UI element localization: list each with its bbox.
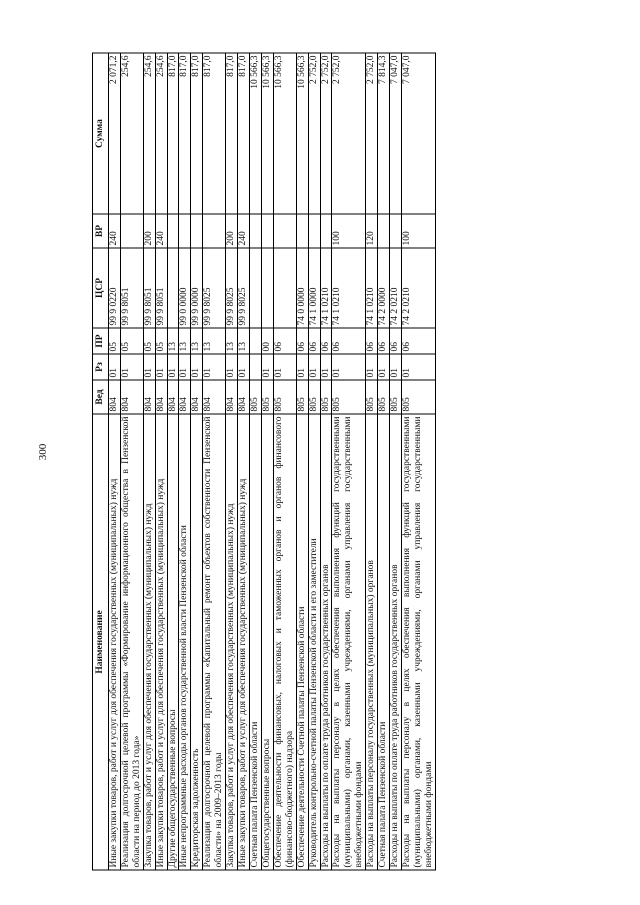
cell-amount: 10 566,3 — [273, 53, 296, 214]
cell-target-item — [261, 248, 273, 328]
cell-target-item: 99 9 8051 — [155, 248, 167, 328]
cell-target-item: 99 9 8051 — [120, 248, 143, 328]
cell-name: Руководитель контрольно-счетной палаты Пензенской области и его заместители — [308, 414, 320, 870]
cell-expense-type — [261, 214, 273, 248]
cell-dept: 804 — [108, 380, 120, 414]
table-body — [108, 53, 435, 870]
cell-amount: 817,0 — [179, 53, 191, 214]
cell-subsection: 06 — [296, 328, 308, 354]
cell-section: 01 — [238, 354, 250, 380]
cell-subsection: 06 — [366, 328, 378, 354]
page-number: 300 — [37, 443, 49, 461]
cell-section: 01 — [273, 354, 296, 380]
cell-section: 01 — [320, 354, 332, 380]
cell-expense-type — [203, 214, 226, 248]
cell-subsection: 06 — [332, 328, 366, 354]
cell-expense-type: 100 — [401, 214, 435, 248]
cell-amount: 254,6 — [143, 53, 155, 214]
cell-subsection: 05 — [120, 328, 143, 354]
cell-name: Счетная палата Пензенской области — [249, 414, 261, 870]
cell-dept: 804 — [155, 380, 167, 414]
cell-subsection: 00 — [261, 328, 273, 354]
cell-amount: 2 752,0 — [320, 53, 332, 214]
cell-amount: 254,6 — [120, 53, 143, 214]
cell-amount: 10 566,3 — [261, 53, 273, 214]
cell-target-item: 74 1 0210 — [366, 248, 378, 328]
table-row — [108, 53, 120, 870]
cell-section: 01 — [261, 354, 273, 380]
cell-amount: 2 071,2 — [108, 53, 120, 214]
cell-section: 01 — [308, 354, 320, 380]
cell-target-item — [273, 248, 296, 328]
cell-target-item — [249, 248, 261, 328]
cell-name: Расходы на выплаты персоналу государственных (муниципальных) органов — [366, 414, 378, 870]
cell-section: 01 — [120, 354, 143, 380]
cell-name: Счетная палата Пензенской области — [378, 414, 390, 870]
cell-name: Общегосударственные вопросы — [261, 414, 273, 870]
cell-expense-type — [308, 214, 320, 248]
table-row — [296, 53, 308, 870]
cell-expense-type — [179, 214, 191, 248]
cell-amount: 10 566,3 — [249, 53, 261, 214]
cell-dept: 804 — [226, 380, 238, 414]
cell-expense-type: 100 — [332, 214, 366, 248]
cell-name: Расходы на выплаты персоналу в целях обеспечения выполнения функций государственными (муниципальными) органами, казенными учреждениями, органами управления государственными внебюджетными фондами — [401, 414, 435, 870]
cell-amount: 817,0 — [191, 53, 203, 214]
cell-target-item: 99 9 0220 — [108, 248, 120, 328]
cell-expense-type: 120 — [366, 214, 378, 248]
cell-target-item: 74 1 0210 — [320, 248, 332, 328]
header-amount: Сумма — [93, 53, 109, 214]
cell-subsection: 13 — [179, 328, 191, 354]
cell-dept: 805 — [390, 380, 402, 414]
table-header-row — [93, 53, 109, 870]
cell-dept: 805 — [261, 380, 273, 414]
cell-amount: 7 047,0 — [401, 53, 435, 214]
cell-name: Иные непрограммные расходы органов государственной власти Пензенской области — [179, 414, 191, 870]
cell-target-item: 74 1 0000 — [308, 248, 320, 328]
cell-dept: 805 — [296, 380, 308, 414]
cell-target-item: 99 9 0000 — [191, 248, 203, 328]
cell-dept: 805 — [366, 380, 378, 414]
cell-amount: 254,6 — [155, 53, 167, 214]
cell-subsection: 05 — [155, 328, 167, 354]
cell-name: Кредиторская задолженность — [191, 414, 203, 870]
cell-name: Реализация долгосрочной целевой программы «Формирование информационного общества в Пензенской области на период до 2013 года» — [120, 414, 143, 870]
cell-section: 01 — [155, 354, 167, 380]
table-row — [226, 53, 238, 870]
header-expense-type: ВР — [93, 214, 109, 248]
cell-name: Другие общегосударственные вопросы — [167, 414, 179, 870]
cell-subsection: 13 — [191, 328, 203, 354]
table-row — [366, 53, 378, 870]
header-section: Рз — [93, 354, 109, 380]
table-row — [401, 53, 435, 870]
cell-dept: 804 — [191, 380, 203, 414]
cell-name: Расходы на выплаты по оплате труда работников государственных органов — [390, 414, 402, 870]
cell-expense-type: 240 — [238, 214, 250, 248]
cell-subsection: 06 — [390, 328, 402, 354]
table-row — [191, 53, 203, 870]
cell-section: 01 — [332, 354, 366, 380]
table-row — [308, 53, 320, 870]
cell-expense-type — [320, 214, 332, 248]
budget-table — [92, 53, 436, 871]
cell-expense-type — [191, 214, 203, 248]
cell-dept: 805 — [308, 380, 320, 414]
cell-section: 01 — [203, 354, 226, 380]
cell-name: Обеспечение деятельности Счетной палаты Пензенской области — [296, 414, 308, 870]
cell-amount: 817,0 — [203, 53, 226, 214]
table-row — [167, 53, 179, 870]
header-dept: Вед — [93, 380, 109, 414]
cell-dept: 805 — [401, 380, 435, 414]
cell-name: Закупка товаров, работ и услуг для обеспечения государственных (муниципальных) нужд — [226, 414, 238, 870]
cell-dept: 805 — [249, 380, 261, 414]
cell-amount: 7 814,3 — [378, 53, 390, 214]
cell-section: 01 — [226, 354, 238, 380]
cell-target-item: 99 9 8025 — [203, 248, 226, 328]
cell-subsection: 05 — [108, 328, 120, 354]
cell-dept: 805 — [378, 380, 390, 414]
cell-amount: 817,0 — [167, 53, 179, 214]
cell-section: 01 — [191, 354, 203, 380]
header-name: Наименование — [93, 414, 109, 870]
cell-expense-type — [390, 214, 402, 248]
cell-target-item: 99 9 8025 — [226, 248, 238, 328]
cell-dept: 805 — [273, 380, 296, 414]
cell-dept: 805 — [332, 380, 366, 414]
cell-amount: 2 752,0 — [332, 53, 366, 214]
cell-expense-type: 240 — [155, 214, 167, 248]
cell-name: Расходы на выплаты по оплате труда работников государственных органов — [320, 414, 332, 870]
cell-target-item — [167, 248, 179, 328]
cell-amount: 7 047,0 — [390, 53, 402, 214]
cell-amount: 817,0 — [226, 53, 238, 214]
table-row — [249, 53, 261, 870]
table-row — [238, 53, 250, 870]
cell-amount: 817,0 — [238, 53, 250, 214]
cell-expense-type: 200 — [143, 214, 155, 248]
table-row — [332, 53, 366, 870]
cell-subsection: 06 — [273, 328, 296, 354]
cell-subsection: 13 — [167, 328, 179, 354]
cell-name: Расходы на выплаты персоналу в целях обеспечения выполнения функций государственными (муниципальными) органами, казенными учреждениями, органами управления государственными внебюджетными фондами — [332, 414, 366, 870]
cell-target-item: 74 1 0210 — [332, 248, 366, 328]
rotated-page-content — [92, 54, 548, 871]
cell-subsection: 13 — [238, 328, 250, 354]
cell-subsection: 05 — [143, 328, 155, 354]
cell-dept: 804 — [238, 380, 250, 414]
table-row — [179, 53, 191, 870]
cell-expense-type: 240 — [108, 214, 120, 248]
cell-section: 01 — [378, 354, 390, 380]
table-row — [273, 53, 296, 870]
cell-section: 01 — [143, 354, 155, 380]
cell-expense-type — [120, 214, 143, 248]
table-row — [261, 53, 273, 870]
table-row — [203, 53, 226, 870]
cell-name: Реализация долгосрочной целевой программы «Капитальный ремонт объектов собственности Пензенской области» на 2009–2013 годы — [203, 414, 226, 870]
cell-name: Закупка товаров, работ и услуг для обеспечения государственных (муниципальных) нужд — [143, 414, 155, 870]
header-subsection: ПР — [93, 328, 109, 354]
cell-expense-type — [296, 214, 308, 248]
cell-target-item: 99 9 8025 — [238, 248, 250, 328]
cell-expense-type — [249, 214, 261, 248]
table-row — [320, 53, 332, 870]
cell-amount: 10 566,3 — [296, 53, 308, 214]
cell-target-item: 99 9 8051 — [143, 248, 155, 328]
cell-target-item: 74 2 0210 — [401, 248, 435, 328]
cell-section: 01 — [390, 354, 402, 380]
cell-section — [249, 354, 261, 380]
cell-expense-type — [167, 214, 179, 248]
cell-dept: 804 — [167, 380, 179, 414]
cell-expense-type: 200 — [226, 214, 238, 248]
cell-subsection — [249, 328, 261, 354]
table-row — [143, 53, 155, 870]
cell-section: 01 — [108, 354, 120, 380]
cell-subsection: 06 — [378, 328, 390, 354]
cell-name: Обеспечение деятельности финансовых, налоговых и таможенных органов и органов финансового (финансово-бюджетного) надзора — [273, 414, 296, 870]
cell-dept: 805 — [320, 380, 332, 414]
cell-section: 01 — [167, 354, 179, 380]
cell-expense-type — [378, 214, 390, 248]
cell-amount: 2 752,0 — [366, 53, 378, 214]
cell-subsection: 06 — [401, 328, 435, 354]
cell-subsection: 06 — [320, 328, 332, 354]
cell-target-item: 99 0 0000 — [179, 248, 191, 328]
cell-name: Иные закупки товаров, работ и услуг для обеспечения государственных (муниципальных) нужд — [108, 414, 120, 870]
cell-section: 01 — [179, 354, 191, 380]
cell-subsection: 06 — [308, 328, 320, 354]
cell-target-item: 74 2 0210 — [390, 248, 402, 328]
cell-section: 01 — [401, 354, 435, 380]
cell-section: 01 — [296, 354, 308, 380]
cell-amount: 2 752,0 — [308, 53, 320, 214]
cell-target-item: 74 2 0000 — [378, 248, 390, 328]
table-row — [155, 53, 167, 870]
cell-name: Иные закупки товаров, работ и услуг для обеспечения государственных (муниципальных) нужд — [155, 414, 167, 870]
header-target-item: ЦСР — [93, 248, 109, 328]
cell-name: Иные закупки товаров, работ и услуг для обеспечения государственных (муниципальных) нужд — [238, 414, 250, 870]
cell-dept: 804 — [179, 380, 191, 414]
cell-dept: 804 — [203, 380, 226, 414]
cell-subsection: 13 — [203, 328, 226, 354]
table-row — [390, 53, 402, 870]
cell-subsection: 13 — [226, 328, 238, 354]
cell-dept: 804 — [143, 380, 155, 414]
table-row — [378, 53, 390, 870]
cell-dept: 804 — [120, 380, 143, 414]
cell-target-item: 74 0 0000 — [296, 248, 308, 328]
cell-section: 01 — [366, 354, 378, 380]
cell-expense-type — [273, 214, 296, 248]
table-row — [120, 53, 143, 870]
